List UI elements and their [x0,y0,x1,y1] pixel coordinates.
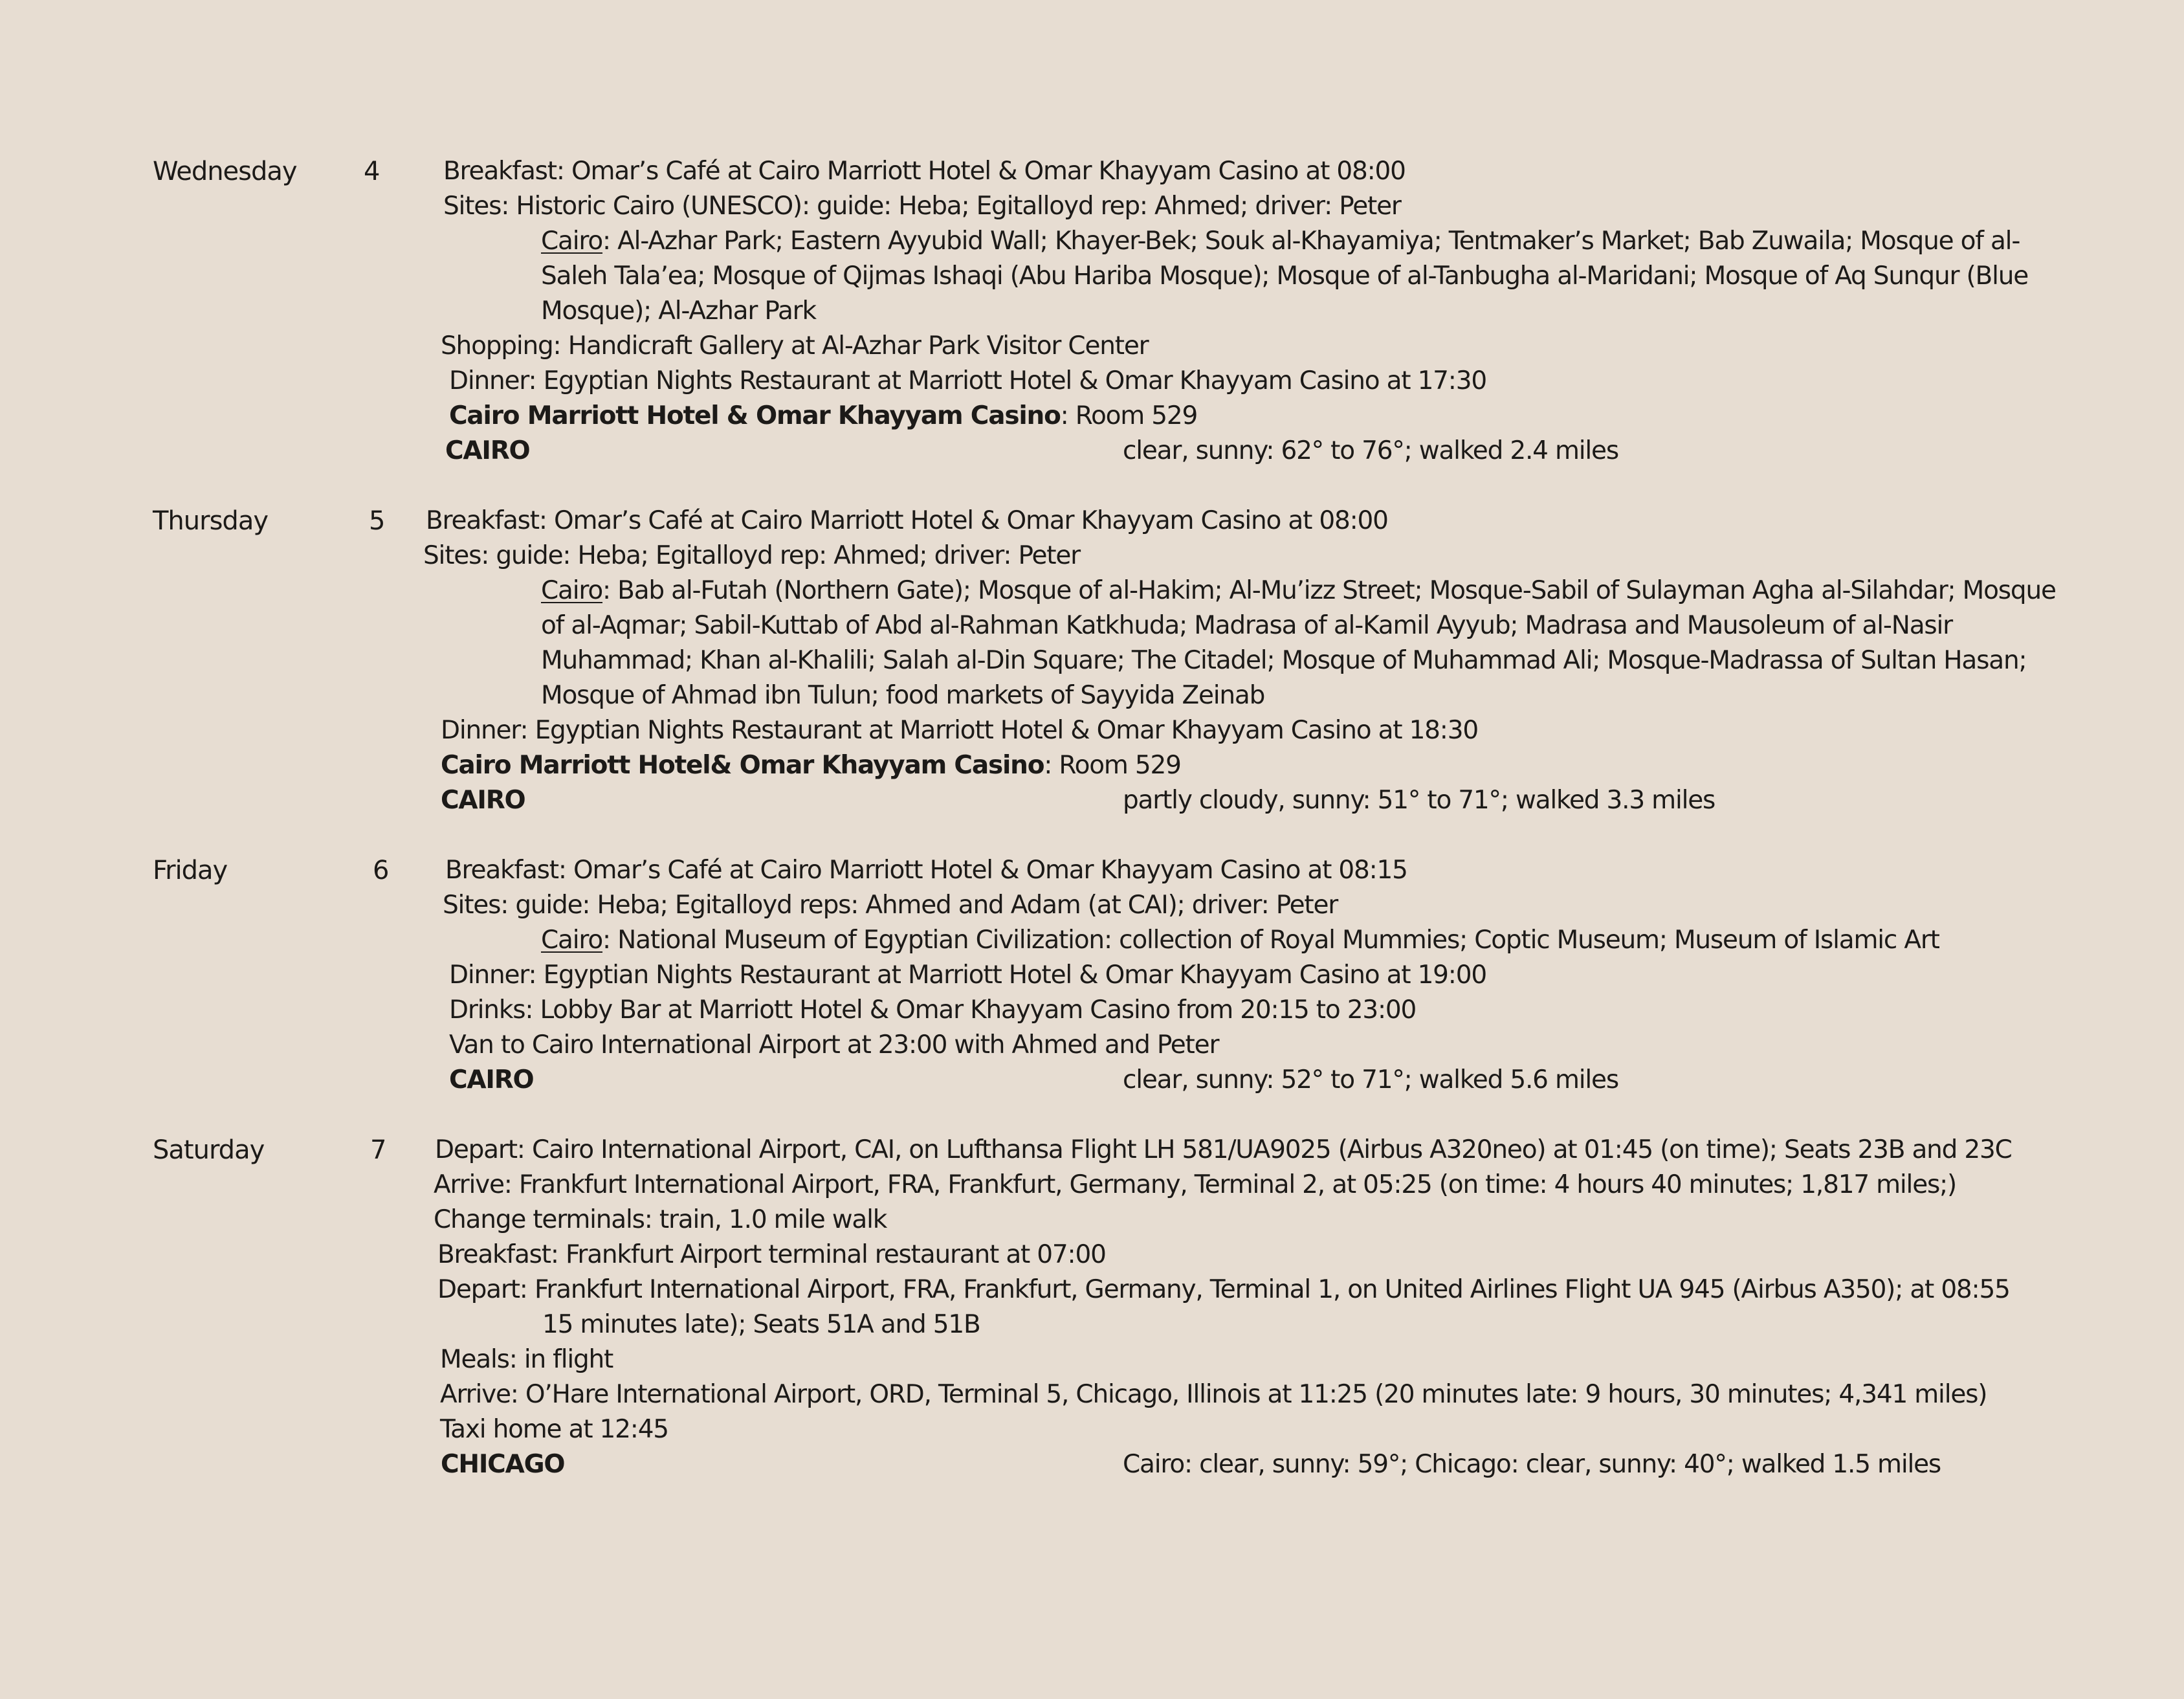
dinner-line: Dinner: Egyptian Nights Restaurant at Marriott Hotel & Omar Khayyam Casino at 18:30 [441,716,1478,745]
day-date: 7 [370,1135,387,1165]
day-name: Saturday [153,1135,265,1165]
sites-city-link: Cairo [541,227,603,256]
taxi-line: Taxi home at 12:45 [440,1415,668,1444]
day-name: Wednesday [153,157,297,186]
day-date: 4 [364,157,381,186]
day-name: Thursday [153,506,268,536]
breakfast-line: Breakfast: Omar’s Café at Cairo Marriott Hotel & Omar Khayyam Casino at 08:00 [443,157,1406,186]
shopping-line: Shopping: Handicraft Gallery at Al-Azhar Park Visitor Center [441,331,1149,361]
city-label: CHICAGO [441,1450,565,1479]
sites-city-link: Cairo [541,576,603,605]
day-date: 5 [369,506,386,536]
sites-line: Sites: guide: Heba; Egitalloyd reps: Ahmed and Adam (at CAI); driver: Peter [443,891,1338,920]
sites-list-line: Cairo: National Museum of Egyptian Civilization: collection of Royal Mummies; Coptic Museum; Museum of Islamic Art [541,926,1939,955]
sites-list-line: of al-Aqmar; Sabil-Kuttab of Abd al-Rahman Katkhuda; Madrasa of al-Kamil Ayyub; Madrasa and Mausoleum of al-Nasir [541,611,1952,640]
breakfast-line: Breakfast: Omar’s Café at Cairo Marriott Hotel & Omar Khayyam Casino at 08:00 [426,506,1388,535]
breakfast-line: Breakfast: Frankfurt Airport terminal restaurant at 07:00 [437,1240,1106,1269]
arrive-line: Arrive: O’Hare International Airport, ORD, Terminal 5, Chicago, Illinois at 11:25 (20 minutes late: 9 hours, 30 minutes; 4,341 miles) [440,1380,1987,1409]
sites-city-link: Cairo [541,926,603,955]
day-name: Friday [153,856,228,885]
hotel-line: Cairo Marriott Hotel & Omar Khayyam Casino: Room 529 [449,401,1198,430]
weather-line: Cairo: clear, sunny: 59°; Chicago: clear, sunny: 40°; walked 1.5 miles [1123,1450,1941,1479]
van-line: Van to Cairo International Airport at 23:00 with Ahmed and Peter [449,1030,1219,1060]
breakfast-line: Breakfast: Omar’s Café at Cairo Marriott Hotel & Omar Khayyam Casino at 08:15 [445,856,1407,885]
weather-line: partly cloudy, sunny: 51° to 71°; walked 3.3 miles [1123,786,1715,815]
drinks-line: Drinks: Lobby Bar at Marriott Hotel & Omar Khayyam Casino from 20:15 to 23:00 [449,995,1417,1025]
hotel-name: Cairo Marriott Hotel& Omar Khayyam Casino [441,751,1044,780]
day-date: 6 [373,856,390,885]
sites-list-line: Saleh Tala’ea; Mosque of Qijmas Ishaqi (Abu Hariba Mosque); Mosque of al-Tanbugha al-Maridani; Mosque of Aq Sunqur (Blue [541,261,2029,291]
city-label: CAIRO [445,436,530,465]
depart-line: Depart: Frankfurt International Airport, FRA, Frankfurt, Germany, Terminal 1, on United Airlines Flight UA 945 (Airbus A350); at 08:55 [437,1275,2010,1304]
city-label: CAIRO [441,786,525,815]
sites-list-line: Mosque of Ahmad ibn Tulun; food markets of Sayyida Zeinab [541,681,1265,710]
sites-list-line: Mosque); Al-Azhar Park [541,296,816,326]
depart-line: Depart: Cairo International Airport, CAI, on Lufthansa Flight LH 581/UA9025 (Airbus A320neo) at 01:45 (on time); Seats 23B and 23C [435,1135,2012,1164]
hotel-line: Cairo Marriott Hotel& Omar Khayyam Casino: Room 529 [441,751,1181,780]
weather-line: clear, sunny: 62° to 76°; walked 2.4 miles [1123,436,1618,465]
sites-list-line: Muhammad; Khan al-Khalili; Salah al-Din Square; The Citadel; Mosque of Muhammad Ali; Mosque-Madrassa of Sultan Hasan; [541,646,2027,675]
city-label: CAIRO [449,1065,534,1094]
depart-cont-line: 15 minutes late); Seats 51A and 51B [542,1310,980,1339]
sites-line: Sites: Historic Cairo (UNESCO): guide: Heba; Egitalloyd rep: Ahmed; driver: Peter [443,192,1401,221]
hotel-name: Cairo Marriott Hotel & Omar Khayyam Casino [449,401,1061,430]
sites-line: Sites: guide: Heba; Egitalloyd rep: Ahmed; driver: Peter [423,541,1080,570]
dinner-line: Dinner: Egyptian Nights Restaurant at Marriott Hotel & Omar Khayyam Casino at 17:30 [449,366,1486,395]
sites-list-line: Cairo: Bab al-Futah (Northern Gate); Mosque of al-Hakim; Al-Mu’izz Street; Mosque-Sabil of Sulayman Agha al-Silahdar; Mosque [541,576,2056,605]
dinner-line: Dinner: Egyptian Nights Restaurant at Marriott Hotel & Omar Khayyam Casino at 19:00 [449,961,1486,990]
meals-line: Meals: in flight [440,1345,613,1374]
weather-line: clear, sunny: 52° to 71°; walked 5.6 miles [1123,1065,1618,1094]
arrive-line: Arrive: Frankfurt International Airport, FRA, Frankfurt, Germany, Terminal 2, at 05:25 (on time: 4 hours 40 minutes; 1,817 miles;) [434,1170,1957,1199]
change-line: Change terminals: train, 1.0 mile walk [434,1205,887,1234]
sites-list-line: Cairo: Al-Azhar Park; Eastern Ayyubid Wall; Khayer-Bek; Souk al-Khayamiya; Tentmaker’s Market; Bab Zuwaila; Mosque of al- [541,227,2020,256]
